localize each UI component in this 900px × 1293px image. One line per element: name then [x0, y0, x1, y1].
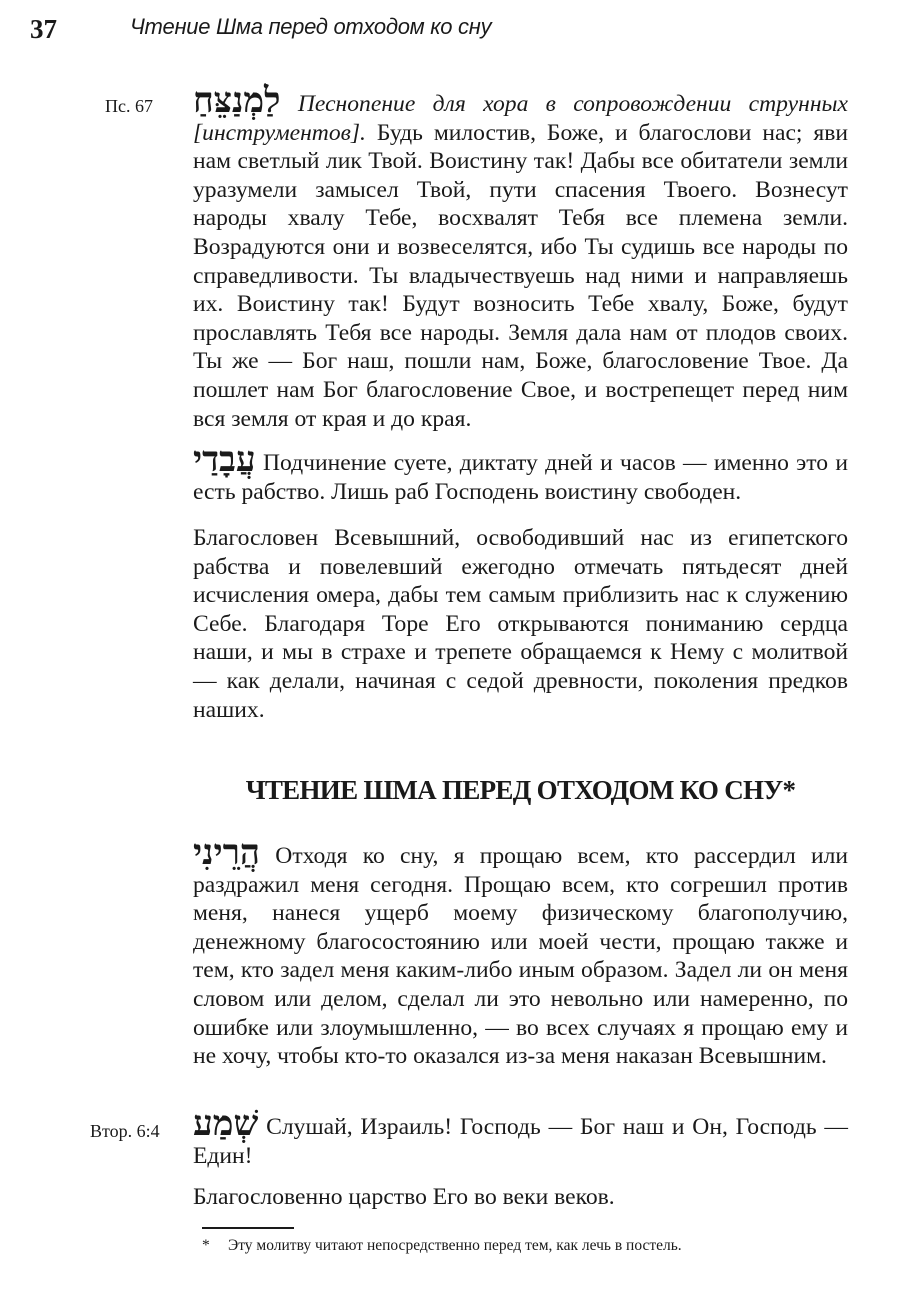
- psalm-heading-italic: Песнопение для хора в сопровождении струнных [инструментов].: [193, 91, 848, 146]
- baruch-shem-text: Благословенно царство Его во веки веков.: [193, 1184, 615, 1210]
- deuteronomy-reference: Втор. 6:4: [90, 1121, 160, 1141]
- shema-text: Слушай, Израиль! Господь — Бог наш и Он, Господь — Един!: [193, 1114, 848, 1169]
- footnote-divider: [202, 1227, 294, 1229]
- page-number: 37: [30, 14, 57, 44]
- section-title: ЧТЕНИЕ ШМА ПЕРЕД ОТХОДОМ КО СНУ*: [245, 775, 796, 805]
- hebrew-shema: שְׁמַע: [193, 1103, 259, 1144]
- psalm-paragraph: [193, 80, 848, 433]
- hebrew-hareini: הֲרֵינִי: [193, 832, 261, 873]
- footnote: [202, 1237, 862, 1255]
- avadai-text: Подчинение суете, диктату дней и часов — именно это и есть рабство. Лишь раб Господень воистину свободен.: [193, 450, 848, 505]
- hareini-text: Отходя ко сну, я прощаю всем, кто рассердил или раздражил меня сегодня. Прощаю всем, кто согрешил против меня, нанеся ущерб моему физическому благополучию, денежному благосостоянию или моей чести, прощаю также и тем, кто задел меня каким-либо иным образом. Задел ли он меня словом или делом, сделал ли это невольно или намеренно, по ошибке или злоумышленно, — во всех случаях я прощаю ему и не хочу, чтобы кто-то оказался из-за меня наказан Всевышним.: [193, 843, 848, 1070]
- hebrew-avadai: עֲבָדַי: [193, 439, 256, 480]
- footnote-text: Эту молитву читают непосредственно перед тем, как лечь в постель.: [228, 1237, 682, 1254]
- running-title: Чтение Шма перед отходом ко сну: [130, 14, 492, 39]
- page-header: [30, 12, 870, 52]
- shema-paragraph: [193, 1103, 848, 1170]
- baruch-shem-paragraph: [193, 1183, 848, 1212]
- psalm-text: Будь милостив, Боже, и благослови нас; яви нам светлый лик Твой. Воистину так! Дабы все обитатели земли уразумели замысел Твой, пути спасения Твоего. Вознесут народы хвалу Тебе, восхвалят Тебя все племена земли. Возрадуются они и возвеселятся, ибо Ты судишь все народы по справедливости. Ты владычествуешь над ними и направляешь их. Воистину так! Будут возносить Тебе хвалу, Боже, будут прославлять Тебя все народы. Земля дала нам от плодов своих. Ты же — Бог наш, пошли нам, Боже, благословение Твое. Да пошлет нам Бог благословение Свое, и вострепещет перед ним вся земля от края и до края.: [193, 119, 848, 432]
- omer-paragraph: [193, 524, 848, 724]
- hebrew-lamnatzeach: לַמְנַצֵּחַ: [193, 80, 281, 121]
- footnote-mark: *: [202, 1237, 210, 1254]
- omer-text: Благословен Всевышний, освободивший нас из египетского рабства и повелевший ежегодно отмечать пятьдесят дней исчисления омера, дабы тем самым приблизить нас к служению Себе. Благодаря Торе Его открываются пониманию сердца наши, и мы в страхе и трепете обращаемся к Нему с молитвой — как делали, начиная с седой древности, поколения предков наших.: [193, 525, 848, 723]
- hareini-paragraph: [193, 832, 848, 1071]
- avadai-paragraph: [193, 439, 848, 506]
- psalm-reference: Пс. 67: [105, 96, 153, 116]
